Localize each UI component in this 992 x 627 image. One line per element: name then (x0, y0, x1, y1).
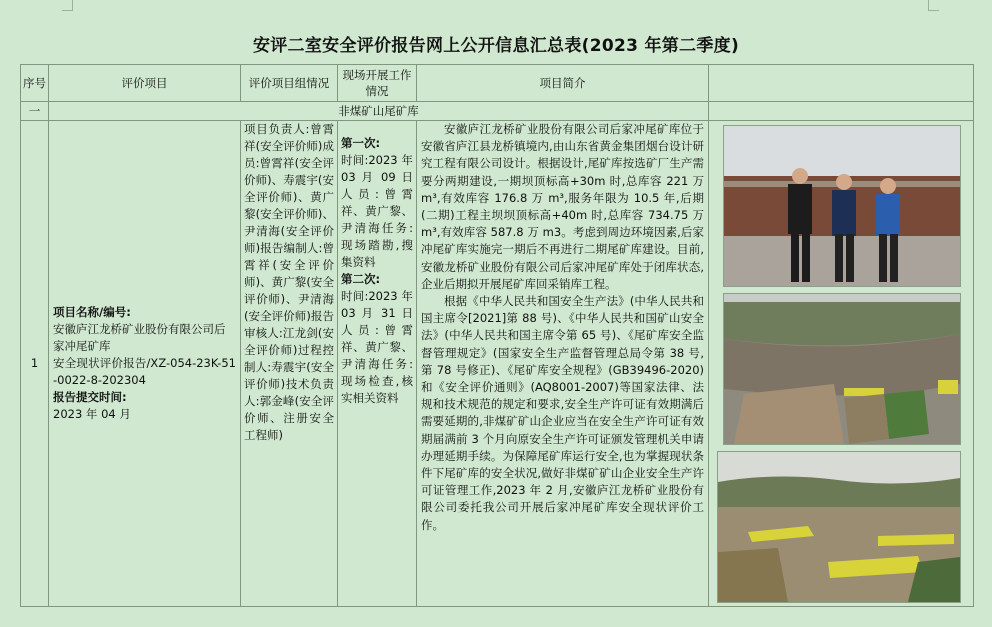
section-label: 非煤矿山尾矿库 (49, 102, 709, 121)
page-corner-mark-right (928, 0, 939, 11)
project-report: 安全现状评价报告/XZ-054-23K-51-0022-8-202304 (53, 356, 236, 387)
summary-cell (417, 121, 709, 607)
site-photo-team (723, 125, 961, 287)
site1-label: 第一次: (341, 136, 381, 150)
table-row (21, 121, 974, 607)
summary-paragraph-1: 安徽庐江龙桥矿业股份有限公司后家冲尾矿库位于安徽省庐江县龙桥镇境内,由山东省黄金集团烟台设计研究工程有限公司设计。根据设计,尾矿库按选矿厂生产需要分两期建设,一期坝顶标高+30m 时,总库容 221 万 m³,有效库容 176.8 万 m³,服务年限为 10.5 年,后期(二期)工程主坝坝顶标高+40m 时,总库容 734.75 万 m³,有效库容 587.8 万 m3。考虑到周边环境因素,后家冲尾矿库实施完一期后不再进行二期尾矿库建设。目前,安徽龙桥矿业股份有限公司后家冲尾矿库处于闭库状态,企业后期拟开展尾矿库回采销库工程。 (421, 122, 704, 291)
project-cell (49, 121, 241, 607)
header-item: 评价项目 (49, 65, 241, 102)
photos-cell (709, 121, 974, 607)
project-name: 安徽庐江龙桥矿业股份有限公司后家冲尾矿库 (53, 322, 226, 353)
header-no: 序号 (21, 65, 49, 102)
section-empty (709, 102, 974, 121)
page-title: 安评二室安全评价报告网上公开信息汇总表(2023 年第二季度) (252, 36, 740, 56)
header-photos (709, 65, 974, 102)
header-row (21, 65, 974, 102)
team-text: 项目负责人:曾霄祥(安全评价师)成员:曾霄祥(安全评价师)、寿震宇(安全评价师)、黄广黎(安全评价师)、尹清海(安全评价师)报告编制人:曾霄祥(安全评价师)、黄广黎(安全评价师)、尹清海(安全评价师)报告审核人:江龙剑(安全评价师)过程控制人:寿震宇(安全评价师)技术负责人:郭金峰(安全评价师、注册安全工程师) (244, 122, 334, 442)
project-name-label: 项目名称/编号: (53, 305, 131, 319)
submit-label: 报告提交时间: (53, 390, 127, 404)
info-table (20, 64, 974, 607)
team-cell (241, 121, 338, 607)
site-photo-landscape (717, 451, 961, 603)
site-cell (338, 121, 417, 607)
header-summary: 项目简介 (417, 65, 709, 102)
row-no: 1 (21, 121, 49, 607)
site2-text: 时间:2023 年 03 月 31 日人员:曾霄祥、黄广黎、尹清海任务:现场检查,核实相关资料 (341, 289, 413, 405)
page-corner-mark-left (62, 0, 73, 11)
section-no: 一 (21, 102, 49, 121)
site-photo-aerial (723, 293, 961, 445)
submit-time: 2023 年 04 月 (53, 407, 131, 421)
section-row (21, 102, 974, 121)
summary-paragraph-2: 根据《中华人民共和国安全生产法》(中华人民共和国主席令[2021]第 88 号)、《中华人民共和国矿山安全法》(中华人民共和国主席令第 65 号)、《尾矿库安全监督管理规定》(国家安全生产监督管理总局令第 38 号,第 78 号修正)、《尾矿库安全规程》(GB39496-2020)和《安全评价通则》(AQ8001-2007)等国家法律、法规和技术规范的规定和要求,安全生产许可证有效期满后需要延期的,非煤矿矿山企业应当在安全生产许可证有效期届满前 3 个月向原安全生产许可证颁发管理机关申请办理延期手续。为保障尾矿库运行安全,也为掌握现状条件下尾矿库的安全状况,做好非煤矿矿山企业安全生产许可证管理工作,2023 年 2 月,安徽庐江龙桥矿业股份有限公司委托我公司开展后家冲尾矿库安全现状评价工作。 (421, 294, 704, 532)
header-team: 评价项目组情况 (241, 65, 338, 102)
site1-text: 时间:2023 年 03 月 09 日人员:曾霄祥、黄广黎、尹清海任务:现场踏勘,搜集资料 (341, 153, 413, 269)
site2-label: 第二次: (341, 272, 381, 286)
header-site: 现场开展工作情况 (338, 65, 417, 102)
